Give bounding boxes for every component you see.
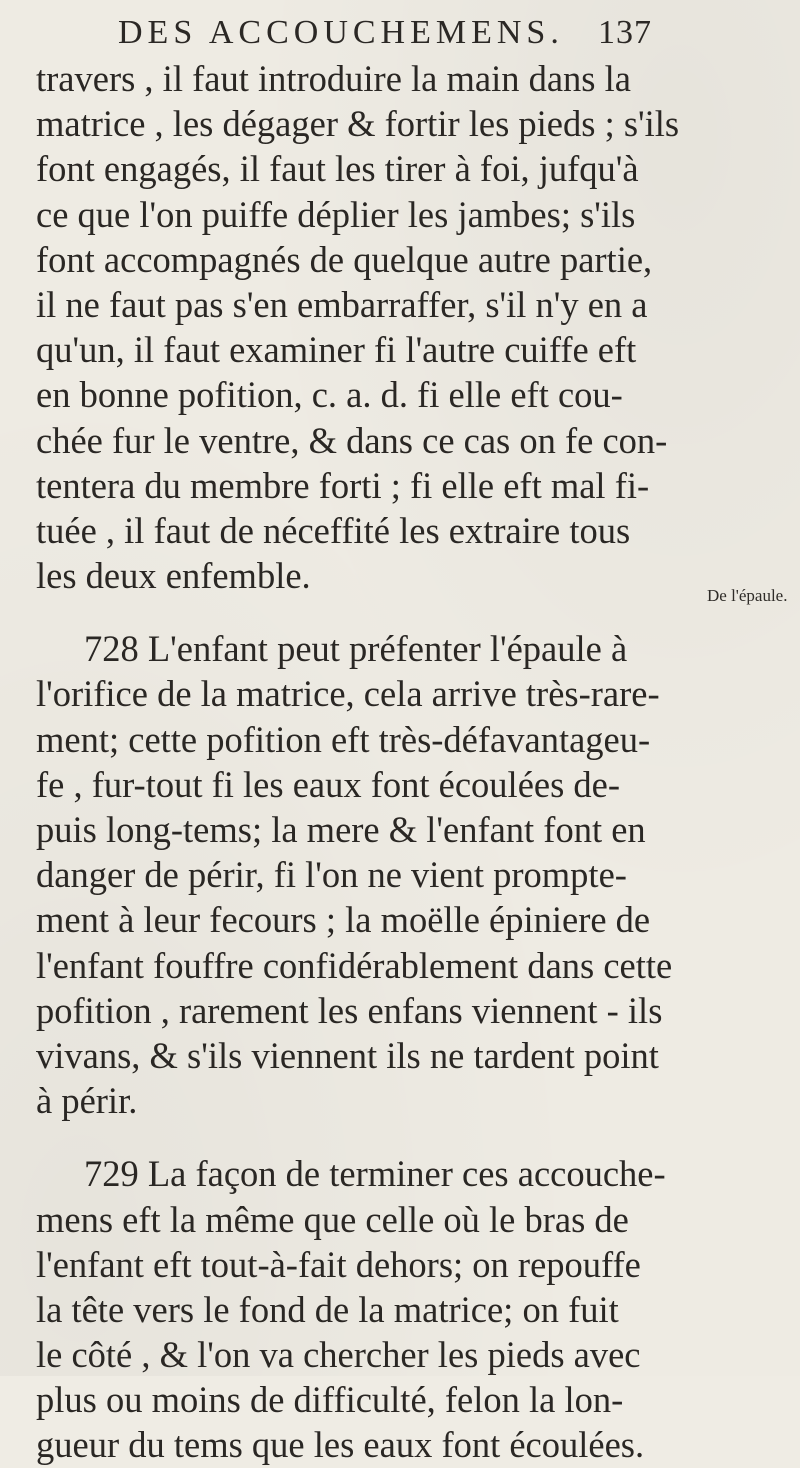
text-line: tentera du membre forti ; fi elle eft mal fi-	[36, 464, 650, 506]
text-line: plus ou moins de difficulté, felon la lon-	[36, 1379, 624, 1421]
text-line: font accompagnés de quelque autre partie,	[36, 238, 653, 280]
text-line: les deux enfemble.	[36, 555, 311, 597]
text-line: l'enfant eft tout-à-fait dehors; on repouffe	[36, 1243, 641, 1285]
text-line: à périr.	[36, 1080, 138, 1122]
text-line: pofition , rarement les enfans viennent - ils	[36, 989, 663, 1031]
text-line: en bonne pofition, c. a. d. fi elle eft cou-	[36, 374, 623, 416]
margin-note: De l'épaule.	[707, 586, 788, 605]
text-line: mens eft la même que celle où le bras de	[36, 1198, 629, 1240]
running-title: DES ACCOUCHEMENS.	[118, 14, 564, 51]
text-line: ce que l'on puiffe déplier les jambes; s'ils	[36, 193, 636, 235]
body-text	[36, 56, 700, 1468]
running-head	[118, 14, 698, 52]
text-line: tuée , il faut de néceffité les extraire tous	[36, 509, 631, 551]
text-line: danger de périr, fi l'on ne vient prompte-	[36, 854, 627, 896]
paragraph-2	[36, 626, 700, 1123]
text-line: vivans, & s'ils viennent ils ne tardent point	[36, 1034, 659, 1076]
text-line: qu'un, il faut examiner fi l'autre cuiffe eft	[36, 329, 637, 371]
text-line: puis long-tems; la mere & l'enfant font en	[36, 809, 646, 850]
text-line: font engagés, il faut les tirer à foi, jufqu'à	[36, 148, 639, 190]
text-line: ment; cette pofition eft très-défavantageu-	[36, 718, 651, 760]
text-line: travers , il faut introduire la main dans la	[36, 58, 631, 99]
paragraph-gap	[36, 1123, 700, 1151]
text-line: matrice , les dégager & fortir les pieds ; s'ils	[36, 103, 680, 145]
text-line: gueur du tems que les eaux font écoulées.	[36, 1424, 645, 1466]
text-line: l'orifice de la matrice, cela arrive très-rare-	[36, 673, 660, 715]
text-line: chée fur le ventre, & dans ce cas on fe con-	[36, 419, 668, 461]
paragraph-1	[36, 56, 700, 598]
text-line: fe , fur-tout fi les eaux font écoulées de-	[36, 763, 621, 805]
text-line: le côté , & l'on va chercher les pieds avec	[36, 1334, 641, 1376]
text-line: il ne faut pas s'en embarraffer, s'il n'y en a	[36, 283, 648, 325]
text-line: l'enfant fouffre confidérablement dans cette	[36, 944, 673, 986]
page-number: 137	[598, 14, 652, 51]
text-line: 728 L'enfant peut préfenter l'épaule à	[84, 628, 628, 670]
text-line: ment à leur fecours ; la moëlle épiniere de	[36, 899, 651, 941]
paragraph-3	[36, 1151, 700, 1467]
text-line: la tête vers le fond de la matrice; on fuit	[36, 1288, 619, 1330]
paragraph-gap	[36, 598, 700, 626]
text-line: 729 La façon de terminer ces accouche-	[84, 1153, 666, 1195]
